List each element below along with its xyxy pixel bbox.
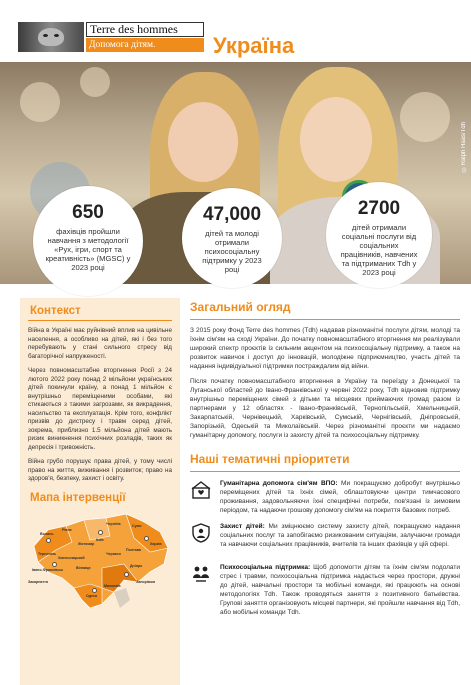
intervention-map [26,508,174,618]
map-city-label: Черкаси [106,551,121,556]
map-city-label: Житомир [78,541,95,546]
map-pin-icon [46,538,51,543]
map-city-label: Полтава [126,547,141,552]
priorities-heading: Наші тематичні пріоритети [190,452,350,466]
stat-number: 650 [72,202,104,223]
priority-text: Ми покращуємо добробут внутрішньо переміщених дітей та їхніх сімей, облаштовуючи центри тимчасового проживання, задовольняючи їхні специфічні потреби, пов'язані із зимовим періодом, та надаючи грошову допомогу сім'ям на покриття базових потреб. [220,480,460,514]
map-pin-icon [52,562,57,567]
context-heading: Контекст [30,305,81,317]
map-city-label: Чернігів [106,521,121,526]
map-city-label: Дніпро [130,563,143,568]
context-paragraph: Війна в Україні має руйнівний вплив на цивільне населення, а особливо на дітей, які і без того перебувають у стані сильного стресу від багаторічної напруженості. [28,327,172,360]
map-city-label: Тернопіль [38,551,57,556]
overview-paragraph: Після початку повномасштабного вторгнення в Україну та переїзду з Донецької та Луганської областей до Івано-Франківської у червні 2022 року, Tdh відновив підтримку внутрішньо переміщених сімей з дітьми та місцевих приймаючих громад разом із партнерами у 12 областях - Івано-Франківській, Тернопільській, Хмельницькій, Закарпатській, Чернівецькій, Харківській, Сумській, Чернігівській, Дніпровській, Запорізькій, Одеській та Миколаївській. Через різноманітні проєкти ми надаємо гуманітарну допомогу, послуги із захисту дітей та психосоціальну підтримку. [190,378,460,439]
map-city-label: Івано-Франківськ [32,567,64,572]
stat-description: дітей отримали соціальні послуги від соціальних працівників, навчених та підтриманих Tdh у 2023 році [340,223,418,277]
priority-title: Психосоціальна підтримка: [220,564,311,571]
map-pin-icon [144,536,149,541]
priority-item-psychosocial [190,563,460,617]
stat-number: 47,000 [202,204,262,225]
priority-item-humanitarian [190,479,460,515]
child-protection-icon [190,522,212,544]
context-panel [20,298,180,685]
divider [190,471,460,472]
map-city-label: Запоріжжя [136,579,156,584]
map-city-label: Одеса [86,593,97,598]
stat-description: дітей та молоді отримали психосоціальну підтримку у 2023 році [202,229,262,274]
priority-item-child-protection [190,522,460,556]
map-city-label: Волинь [40,531,54,536]
map-city-label: Харків [150,541,162,546]
map-pin-icon [92,588,97,593]
stat-number: 2700 [357,198,401,219]
overview-heading: Загальний огляд [190,300,291,314]
page-title: Україна [213,33,295,58]
psychosocial-support-icon [190,563,212,585]
humanitarian-aid-icon [190,479,212,501]
divider [28,320,172,321]
divider [190,319,460,320]
overview-paragraph: З 2015 року Фонд Terre des hommes (Tdh) надавав різноманітні послуги дітям, молоді та їхнім сім'ям на сході України. До початку повномасштабного вторгнення ми реалізували широкий спектр проєктів із сильним акцентом на психосоціальну підтримку, а також на розвиток навичок і доступ до інновацій, молодіжне підприємництво, участь дітей та надання індивідуальної підтримки постраждалим від війни. [190,327,460,370]
priority-text: Щоб допомогти дітям та їхнім сім'ям подолати стрес і травми, психосоціальна підтримка надається через простори, дружні до дітей, навчальні простори та мобільні команди, які працюють на основі методологіях Tdh. Також проводяться заняття з позитивного батьківства. Групові заняття організовують місцеві партнери, які пройшли навчання від Tdh, або мобільні команди Tdh. [220,564,460,616]
priority-text: Ми зміцнюємо систему захисту дітей, покращуємо надання соціальних послуг та запобігаємо ризикованим ситуаціям, залучаючи громади та навчаючи соціальних працівників, вчителів та інших фахівців у цій сфері. [220,523,460,548]
context-paragraph: Через повномасштабне вторгнення Росії з 24 лютого 2022 року понад 2 мільйони українських дітей покинули країну, а понад 1 мільйон є внутрішньо переміщеними особами, які стикаються з такими загрозами, як викрадення, насильство та експлуатація. Крім того, конфлікт призвів до дистресу і травм серед дітей, зокрема, приблизно 1.5 мільйона дітей мають ризик виникнення психічних розладів, таких як депресія і тривожність. [28,367,172,451]
stat-circle-social-services [326,182,432,288]
stat-circle-psychosocial-support [182,188,282,288]
map-city-label: Вінниця [76,565,91,570]
priority-title: Гуманітарна допомога сім'ям ВПО: [220,480,338,487]
stat-circle-trained-specialists [33,186,143,296]
map-city-label: Миколаїв [104,583,121,588]
map-city-label: Київ [96,537,104,542]
map-heading: Мапа інтервенції [30,491,126,504]
header [0,0,471,62]
ukraine-map-shape [26,508,174,618]
priority-title: Захист дітей: [220,523,265,530]
logo-photo [18,22,84,52]
map-city-label: Суми [132,523,142,528]
logo-tagline: Допомога дітям. [86,38,204,52]
photo-credit: ©Ralph Haas/Tdh [461,122,467,172]
logo-name: Terre des hommes [86,22,204,37]
map-pin-icon [124,572,129,577]
map-city-label: Хмельницький [58,555,85,560]
map-city-label: Закарпаття [28,579,49,584]
overview-section [190,298,460,617]
map-city-label: Рівне [62,527,72,532]
context-paragraph: Війна грубо порушує права дітей, у тому числі право на життя, виживання і розвиток; право на здоров'я, безпеку, захист і освіту. [28,458,172,482]
stat-description: фахівців пройшли навчання з методології «Рух, ігри, спорт та креативність» (MGSC) у 2023 році [45,227,131,272]
map-pin-icon [98,530,103,535]
